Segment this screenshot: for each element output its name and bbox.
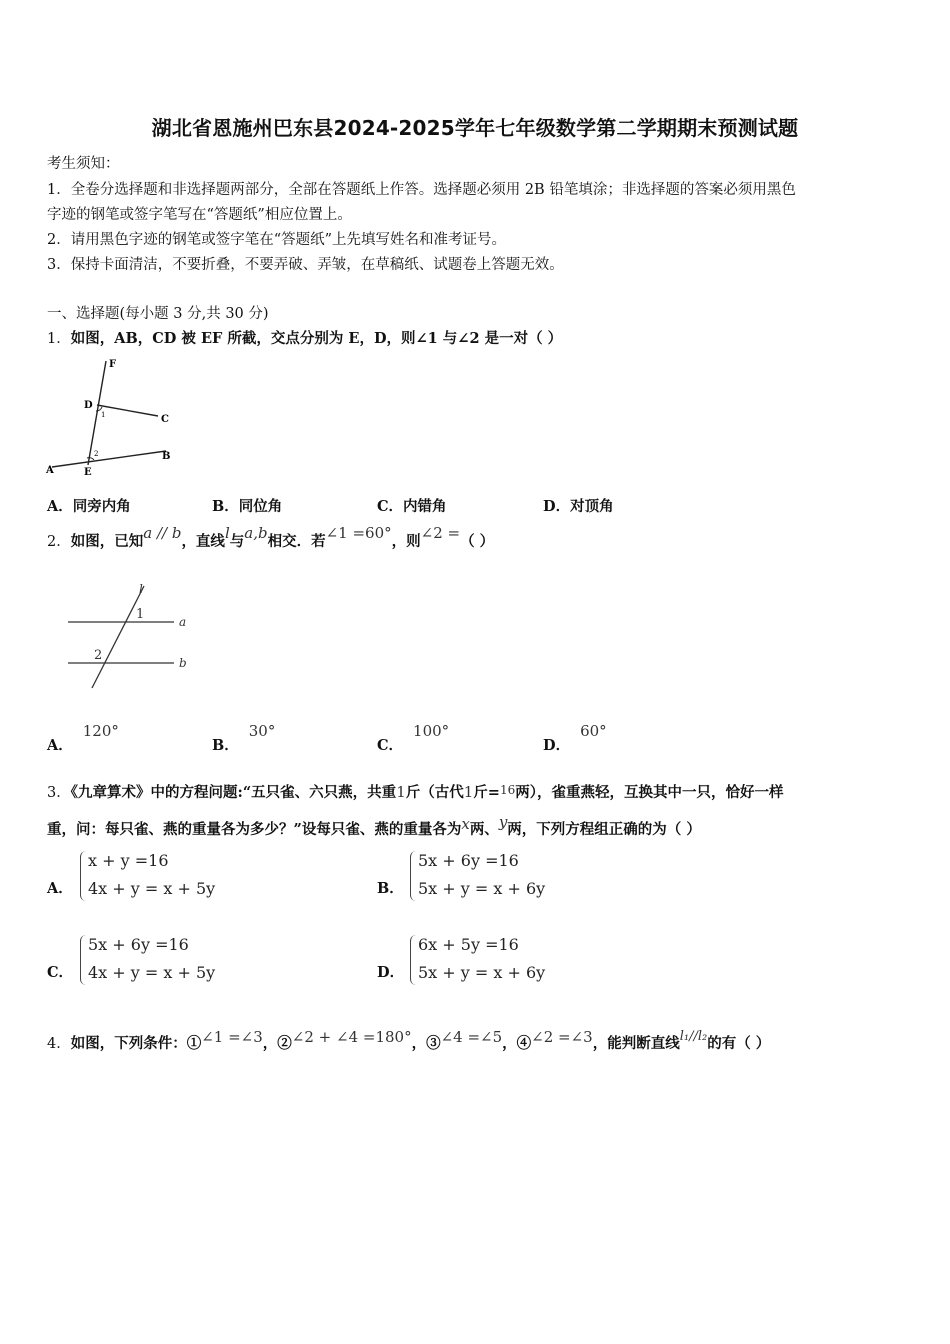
question-text: 如图，AB，CD 被 EF 所截，交点分别为 E，D，则∠1 与∠2 是一对（ ） [70,330,563,347]
label-angle-1: 1 [101,411,106,419]
notice-item-2: 2．请用黑色字迹的钢笔或签字笔在“答题纸”上先填写姓名和准考证号。 [47,232,507,248]
math-l1-parallel-l2: l₁//l₂ [679,1029,708,1044]
math-cond-1: ∠1 =∠3 [201,1028,263,1046]
line-dc [97,405,158,416]
label-f: F [109,359,117,370]
math-angle1: ∠1 =60° [325,524,392,542]
q3-option-c-brace [80,935,87,985]
q3-option-d-eq1: 6x + 5y =16 [418,935,519,954]
math-cond-2: ∠2 + ∠4 =180° [291,1028,412,1046]
q2-option-d[interactable]: D．60° [543,722,607,754]
angle-2-arc [87,458,94,460]
line-ab [52,451,166,467]
question-2: 2．如图，已知a // b，直线l与a,b相交．若∠1 =60°，则∠2 =（ ） [47,524,495,550]
label-e: E [84,467,92,478]
q3-option-a-eq2: 4x + y = x + 5y [88,879,216,898]
question-number: 1． [47,331,71,347]
q1-option-b[interactable]: B．同位角 [212,498,283,515]
q1-option-d[interactable]: D．对顶角 [543,498,614,515]
q3-option-d-label[interactable]: D． [377,964,405,981]
q3-option-b-eq1: 5x + 6y =16 [418,851,519,870]
math-l: l [224,524,230,542]
notice-item-3: 3．保持卡面清洁，不要折叠，不要弄破、弄皱，在草稿纸、试题卷上答题无效。 [47,257,564,273]
q3-option-b-label[interactable]: B． [377,880,404,897]
q3-option-c-eq1: 5x + 6y =16 [88,935,189,954]
label-angle-2: 2 [94,450,99,458]
notice-item-1a: 1．全卷分选择题和非选择题两部分，全部在答题纸上作答。选择题必须用 2B 铅笔填涂；非选择题的答案必须用黑色 [47,182,796,198]
q2-option-c[interactable]: C．100° [377,722,450,754]
label-l: l [139,582,143,596]
q3-option-d-brace [410,935,417,985]
notice-heading: 考生须知： [47,156,120,172]
label-b: b [179,656,187,670]
label-angle-2: 2 [94,648,103,663]
q3-option-c-eq2: 4x + y = x + 5y [88,963,216,982]
page-title: 湖北省恩施州巴东县2024-2025学年七年级数学第二学期期末预测试题 [151,116,799,140]
notice-item-1b: 字迹的钢笔或签字笔写在“答题纸”相应位置上。 [47,207,352,223]
question-3-line-2: 重，问：每只雀、燕的重量各为多少？”设每只雀、燕的重量各为x两、y两，下列方程组正确的为（ ） [47,813,701,838]
math-angle2: ∠2 = [420,524,461,542]
question-1 [47,327,562,348]
question-4: 4．如图，下列条件：①∠1 =∠3，②∠2 + ∠4 =180°，③∠4 =∠5，④∠2 =∠3，能判断直线l₁//l₂的有（ ） [47,1028,771,1052]
q3-option-d-eq2: 5x + y = x + 6y [418,963,546,982]
label-c: C [161,414,169,425]
math-cond-3: ∠4 =∠5 [440,1028,503,1046]
figure-q1 [40,355,190,480]
label-b: B [162,451,171,462]
label-d: D [84,400,93,411]
q3-option-a-label[interactable]: A． [47,880,73,897]
math-cond-4: ∠2 =∠3 [531,1028,593,1046]
q2-option-a[interactable]: A．120° [47,722,119,754]
label-a: a [179,615,187,629]
q3-option-b-eq2: 5x + y = x + 6y [418,879,546,898]
math-a-parallel-b: a // b [143,524,182,542]
label-angle-1: 1 [136,607,145,622]
q3-option-a-eq1: x + y =16 [88,851,169,870]
q2-option-b[interactable]: B．30° [212,722,276,754]
q3-option-a-brace [80,851,87,901]
line-l [92,586,144,688]
question-3-line-1: 3．《九章算术》中的方程问题:“五只雀、六只燕，共重1斤（古代1斤=$^{16}$两），雀重燕轻，互换其中一只，恰好一样 [47,783,784,801]
label-a: A [46,465,54,476]
q1-option-c[interactable]: C．内错角 [377,498,447,515]
math-a-b: a,b [244,524,268,542]
q3-option-b-brace [410,851,417,901]
section-heading: 一、选择题(每小题 3 分,共 30 分) [47,306,269,322]
figure-q2 [60,580,200,695]
q1-option-a[interactable]: A．同旁内角 [47,498,131,515]
q3-option-c-label[interactable]: C． [47,964,74,981]
